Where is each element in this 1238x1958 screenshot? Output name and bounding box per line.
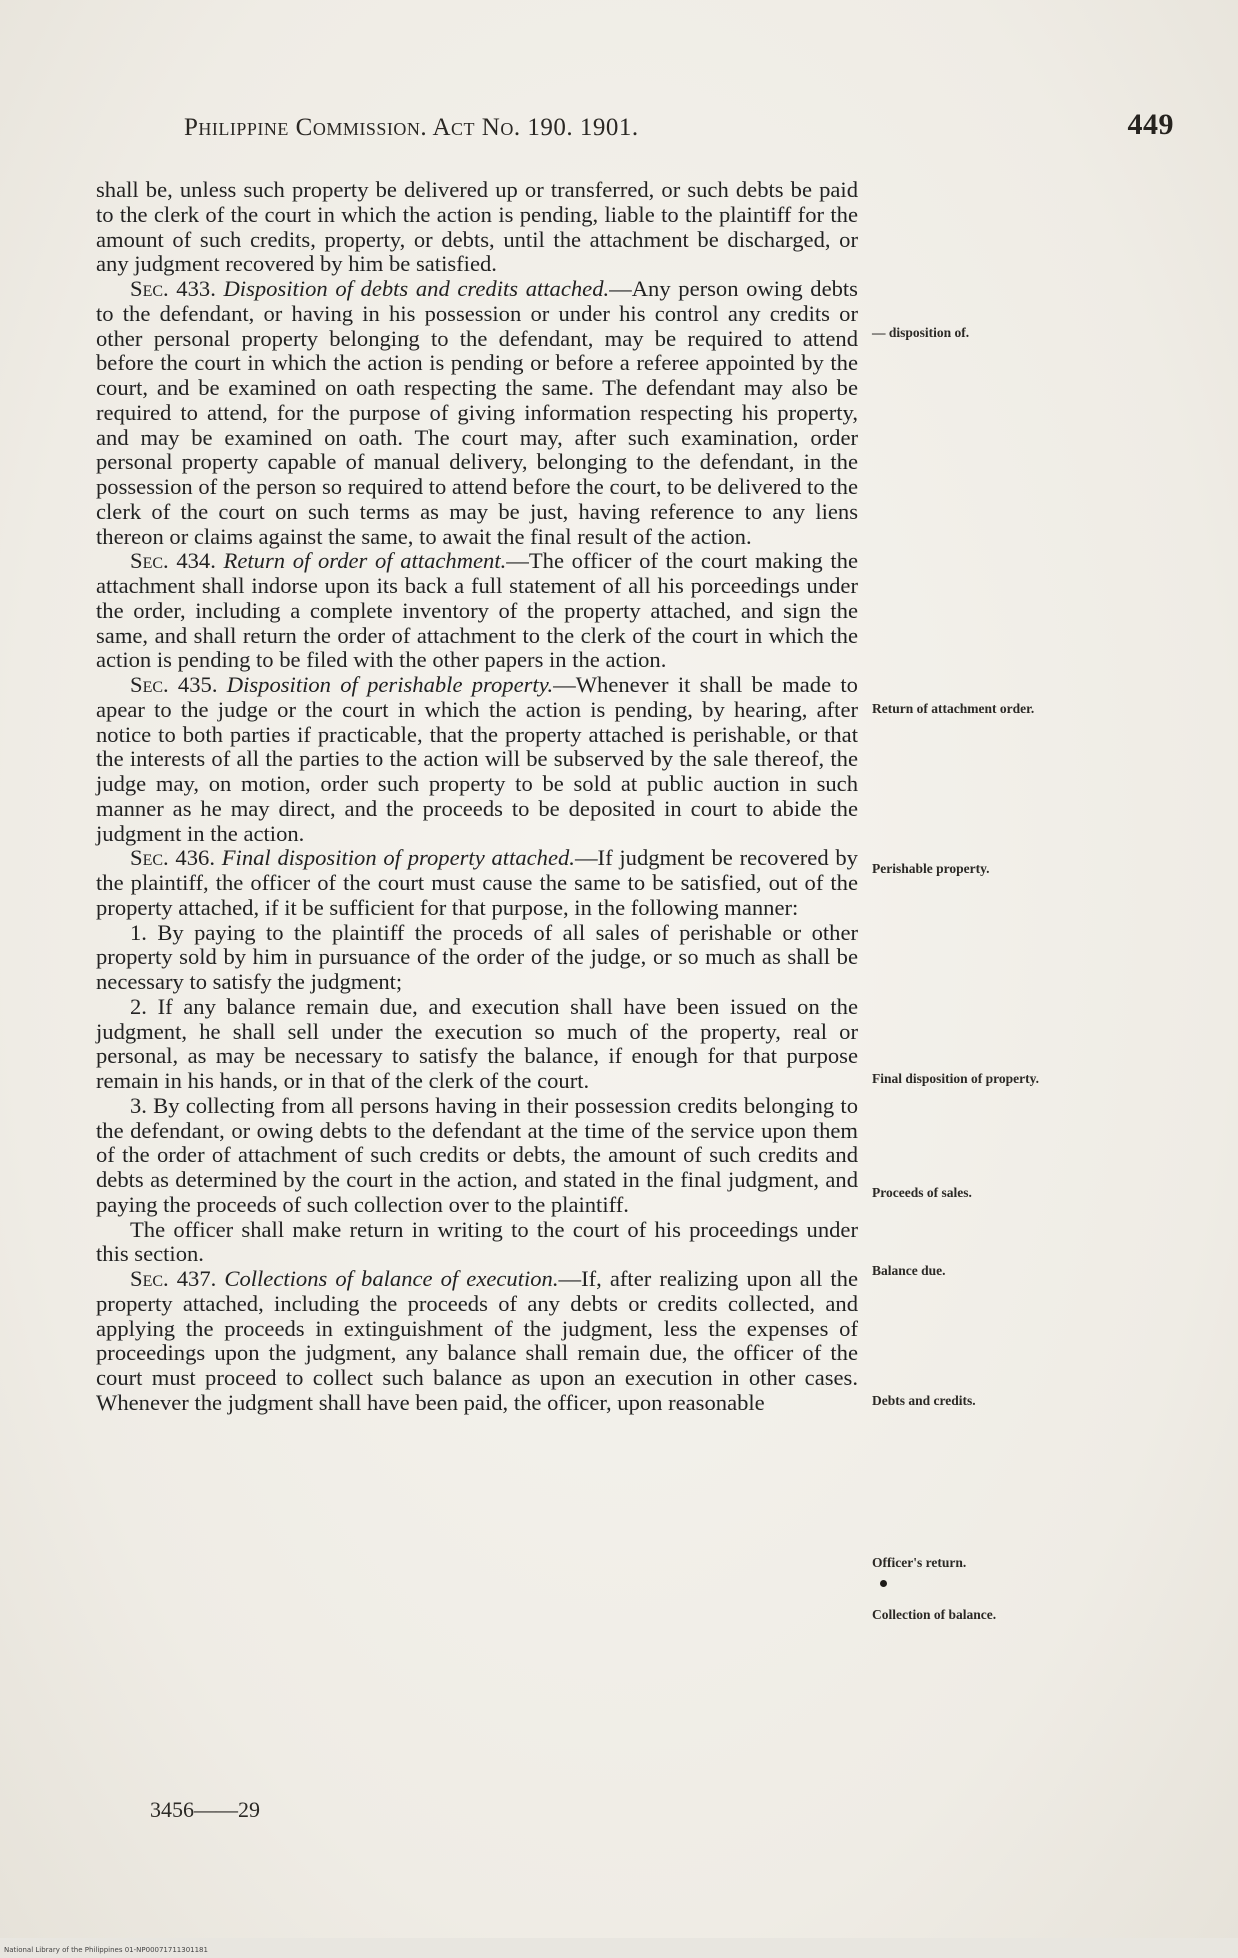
section-436 [96,846,858,920]
section-text: —If, after realizing upon all the property attached, including the proceeds of any debts or credits collected, and applying the proceeds in extinguishment of the judgment, less the expenses of proceedings upon the judgment, any balance shall remain due, the officer of the court must proceed to collect such balance as upon an execution in other cases. Whenever the judgment shall have been paid, the officer, upon reasonable [96,1266,858,1415]
signature-mark: 3456——29 [150,1797,260,1822]
section-text: —The officer of the court making the attachment shall indorse upon its back a full statement of all his porceedings under the order, including a complete inventory of the property attached, and sign the same, and shall return the order of attachment to the clerk of the court in which the action is pending to be filed with the other papers in the action. [96,548,858,673]
list-item-1: 1. By paying to the plaintiff the proceds of all sales of perishable or other property sold by him in pursuance of the order of the judge, or so much as shall be necessary to satisfy the judgment; [96,919,858,994]
body-text [96,178,858,1416]
section-text: —Whenever it shall be made to apear to the judge or the court in which the action is pending, by hearing, after notice to both parties if practicable, that the property attached is perishable, or that the interests of all the parties to the action will be subserved by the sale thereof, the judge may, on motion, order such property to be sold at public auction in such manner as he may direct, and the proceeds to be deposited in court to abide the judgment in the action. [96,672,858,846]
running-head [184,108,1174,152]
section-number: Sec. 436. [130,845,215,871]
margin-note-disposition: — disposition of. [872,325,970,340]
running-title: Philippine Commission. Act No. 190. 1901. [184,114,639,141]
section-title: Collections of balance of execution. [224,1266,559,1291]
list-item-2: 2. If any balance remain due, and execution shall have been issued on the judgment, he shall sell under the execution so much of the property, real or personal, as may be necessary to satisfy the balance, if enough for that purpose remain in his hands, or in that of the clerk of the court. [96,993,858,1093]
section-435 [96,673,858,846]
margin-note-balance-due: Balance due. [872,1263,946,1278]
scan-credit: National Library of the Philippines 01-NP00071711301181 [4,1946,208,1954]
section-title: Disposition of debts and credits attached. [223,276,610,301]
margin-note-proceeds: Proceeds of sales. [872,1185,972,1200]
section-text: —If judgment be recovered by the plaintiff, the officer of the court must cause the same to be satisfied, out of the property attached, if it be sufficient for that purpose, in the following manner: [96,845,858,920]
section-number: Sec. 435. [130,672,218,697]
section-433 [96,277,858,549]
margin-note-perishable: Perishable property. [872,861,990,876]
ink-dot [880,1580,887,1587]
section-title: Disposition of perishable property. [226,672,554,697]
page-number: 449 [1127,108,1174,141]
list-item-3: 3. By collecting from all persons having in their possession credits belonging to the defendant, or owing debts to the defendant at the time of the service upon them of the order of attachment of such credits or debts, the amount of such credits and debts as determined by the court in the action, and stated in the final judgment, and paying the proceeds of such collection over to the plaintiff. [96,1092,858,1217]
section-434 [96,549,858,673]
margin-note-debts-credits: Debts and credits. [872,1393,976,1408]
margin-note-collection-balance: Collection of balance. [872,1607,997,1622]
section-text: —Any person owing debts to the defendant, or having in his possession or under his control any credits or other personal property belonging to the defendant, may be required to attend before the court in which the action is pending or before a referee appointed by the court, and be examined on oath respecting the same. The defendant may also be required to attend, for the purpose of giving information respecting his property, and may be examined on oath. The court may, after such examination, order personal property capable of manual delivery, belonging to the defendant, in the possession of the person so required to attend before the court, to be delivered to the clerk of the court on such terms as may be just, having reference to any liens thereon or claims against the same, to await the final result of the action. [96,276,858,549]
margin-note-final-disposition: Final disposition of property. [872,1071,1040,1086]
paragraph-continuation: shall be, unless such property be delivered up or transferred, or such debts be paid to the clerk of the court in which the action is pending, liable to the plaintiff for the amount of such credits, property, or debts, until the attachment be discharged, or any judgment recovered by him be satisfied. [96,177,858,277]
margin-note-return-attachment: Return of attachment order. [872,701,1035,716]
officer-return-paragraph: The officer shall make return in writing to the court of his proceedings under this section. [96,1216,858,1267]
section-number: Sec. 437. [130,1266,217,1291]
scan-credit-strip [0,1938,1238,1958]
section-title: Final disposition of property attached. [221,845,575,871]
section-number: Sec. 434. [130,548,216,574]
margin-note-officers-return: Officer's return. [872,1555,967,1570]
section-number: Sec. 433. [130,276,216,301]
section-title: Return of order of attachment. [223,548,507,574]
section-437 [96,1267,858,1416]
